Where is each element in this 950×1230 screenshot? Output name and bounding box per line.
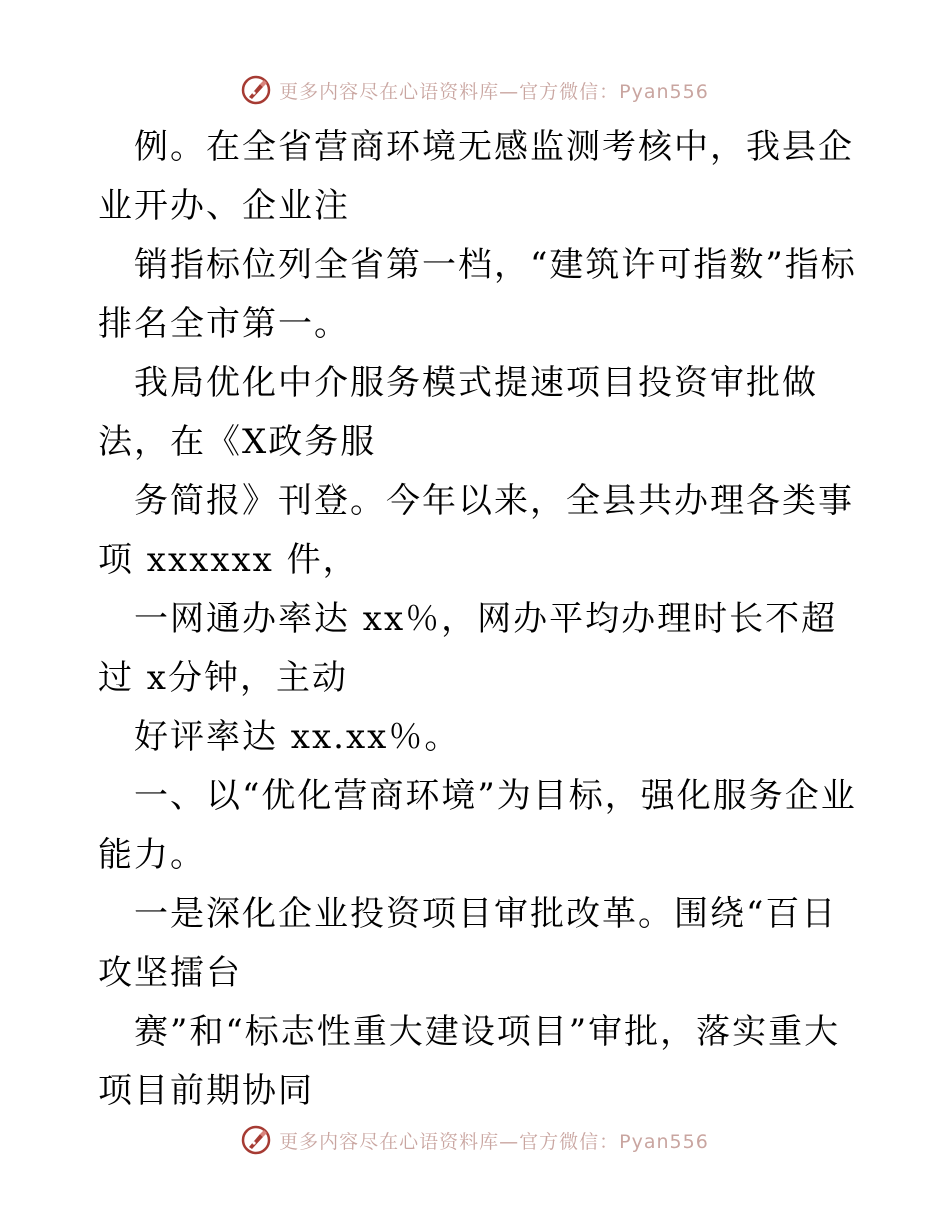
header-watermark [0,70,950,110]
pen-nib-logo-icon [241,1125,271,1155]
paragraph: 我局优化中介服务模式提速项目投资审批做法，在《X政务服 [98,363,818,462]
footer-watermark-text: 更多内容尽在心语资料库—官方微信：Pyan556 [279,1130,709,1153]
paragraph: 一网通办率达 xx％，网办平均办理时长不超过 x分钟，主动 [98,599,838,698]
document-body [98,118,858,1121]
paragraph: 销指标位列全省第一档，“建筑许可指数”指标排名全市第一。 [98,245,857,344]
paragraph: 一是深化企业投资项目审批改革。围绕“百日攻坚擂台 [98,894,838,993]
paragraph: 务简报》刊登。今年以来，全县共办理各类事项 xxxxxx 件， [98,481,854,580]
paragraph: 好评率达 xx.xx％。 [134,717,461,757]
paragraph: 赛”和“标志性重大建设项目”审批，落实重大项目前期协同 [98,1012,841,1111]
section-heading: 一、以“优化营商环境”为目标，强化服务企业能力。 [98,776,857,875]
pen-nib-logo-icon [241,75,271,105]
paragraph: 例。在全省营商环境无感监测考核中，我县企业开办、企业注 [98,127,854,226]
footer-watermark [0,1120,950,1160]
header-watermark-text: 更多内容尽在心语资料库—官方微信：Pyan556 [279,80,709,103]
